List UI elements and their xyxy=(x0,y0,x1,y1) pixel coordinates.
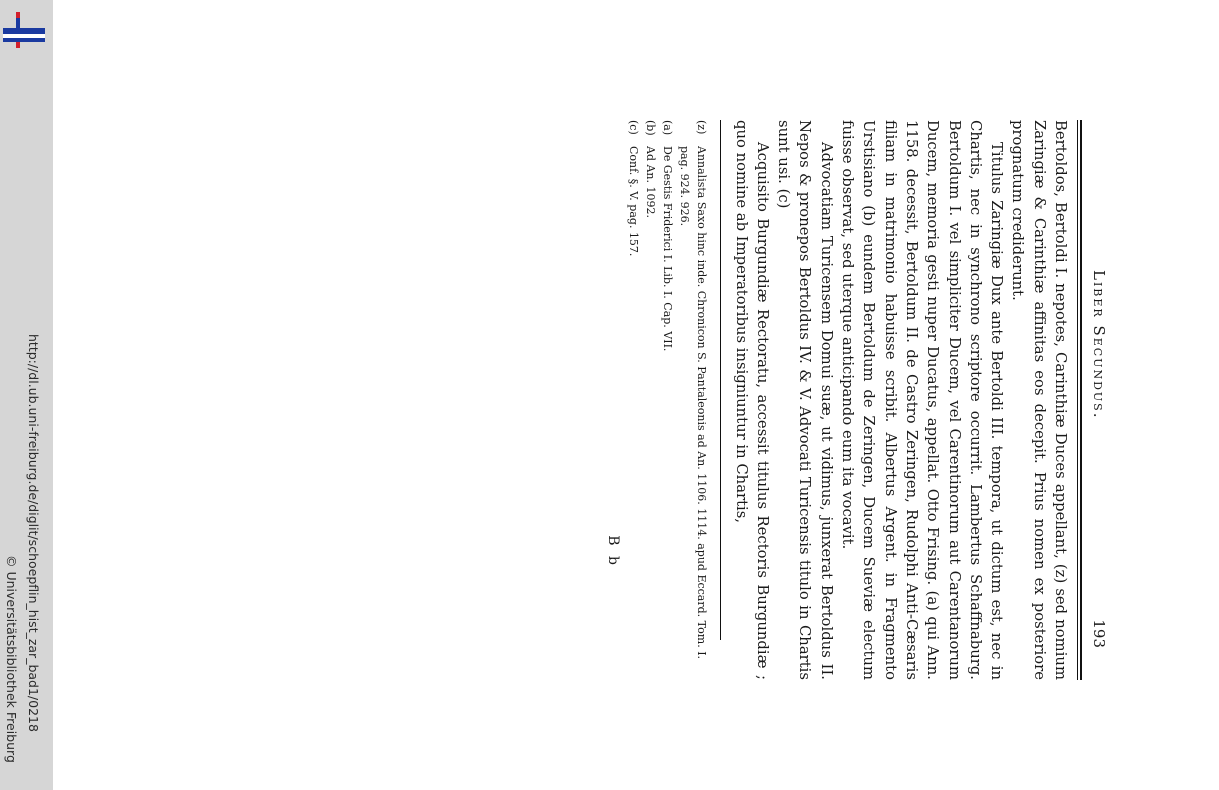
printer-signature: B b xyxy=(605,535,622,568)
paragraph-1: Bertoldos, Bertoldi I. nepotes, Carinthiæ Duces appellant, (z) sed nomium Zaringiæ & Carinthiæ affinitas eos decepit. Prius nomen ex posteriore prognatum crediderunt. xyxy=(1009,120,1069,680)
paragraph-3: Advocatiam Turicensem Domui suæ, ut vidimus, junxerat Bertoldus II. Nepos & pronepos Bertoldus IV. & V. Advocati Turicensis titulo in Chartis sunt usi. (c) xyxy=(775,120,835,680)
page-number: 193 xyxy=(1090,619,1108,648)
running-head: Liber Secundus. xyxy=(1090,270,1108,420)
footnote-c xyxy=(625,120,642,680)
paragraph-2: Titulus Zaringiæ Dux ante Bertoldi III. tempora, ut dictum est, nec in Chartis, nec in synchrono scriptore occurrit. Lambertus Schaffnaburg. Bertoldum I. vel simpliciter Ducem, vel Carentinorum aut Carentanorum Ducem, memoria gesti nuper Ducatus, appellat. Otto Frising. (a) qui Ann. 1158. decessit, Bertoldum II. de Castro Zeringen, Rudolphi Anti-Cæsaris filiam in matrimonio habuisse scribit. Albertus Argent. in Fragmento Urstisiano (b) eundem Bertoldum de Zeringen, Ducem Sueviæ electum fuisse observat, sed uterque anticipando eum ita vocavit. xyxy=(839,120,1006,680)
footnote-a xyxy=(659,120,676,680)
paragraph-4: Acquisito Burgundiæ Rectoratu, accessit titulus Rectoris Burgundiæ ; quo nomine ab Imperatoribus insigniuntur in Chartis, xyxy=(732,120,771,680)
footnote-text: Conf. §. V. pag. 157. xyxy=(627,146,641,257)
university-library-logo-icon xyxy=(3,10,45,50)
viewer-sidebar xyxy=(0,0,53,790)
footnote-rule xyxy=(720,120,721,640)
rotated-page-content xyxy=(605,120,1108,680)
copyright-notice: © Universitätsbibliothek Freiburg xyxy=(4,555,19,763)
footnote-mark: (a) xyxy=(661,120,675,136)
scanned-page xyxy=(53,0,1219,790)
source-url[interactable]: http://dl.ub.uni-freiburg.de/diglit/schoepflin_hist_zar_bad1/0218 xyxy=(26,334,41,732)
footnote-z xyxy=(676,120,710,680)
footnote-text: De Gestis Friderici I. Lib. I. Cap. VII. xyxy=(661,146,675,352)
page-header xyxy=(1082,120,1108,680)
footnote-mark: (z) xyxy=(695,120,709,135)
footnote-mark: (c) xyxy=(627,120,641,135)
footnote-text: Ad An. 1092. xyxy=(644,146,658,218)
footnote-mark: (b) xyxy=(644,120,658,136)
footnote-text: Annalista Saxo hinc inde. Chronicon S. Pantaleonis ad An. 1106. 1114. apud Eccard. Tom. I. pag. 924. 926. xyxy=(678,146,709,660)
footnote-b xyxy=(642,120,659,680)
